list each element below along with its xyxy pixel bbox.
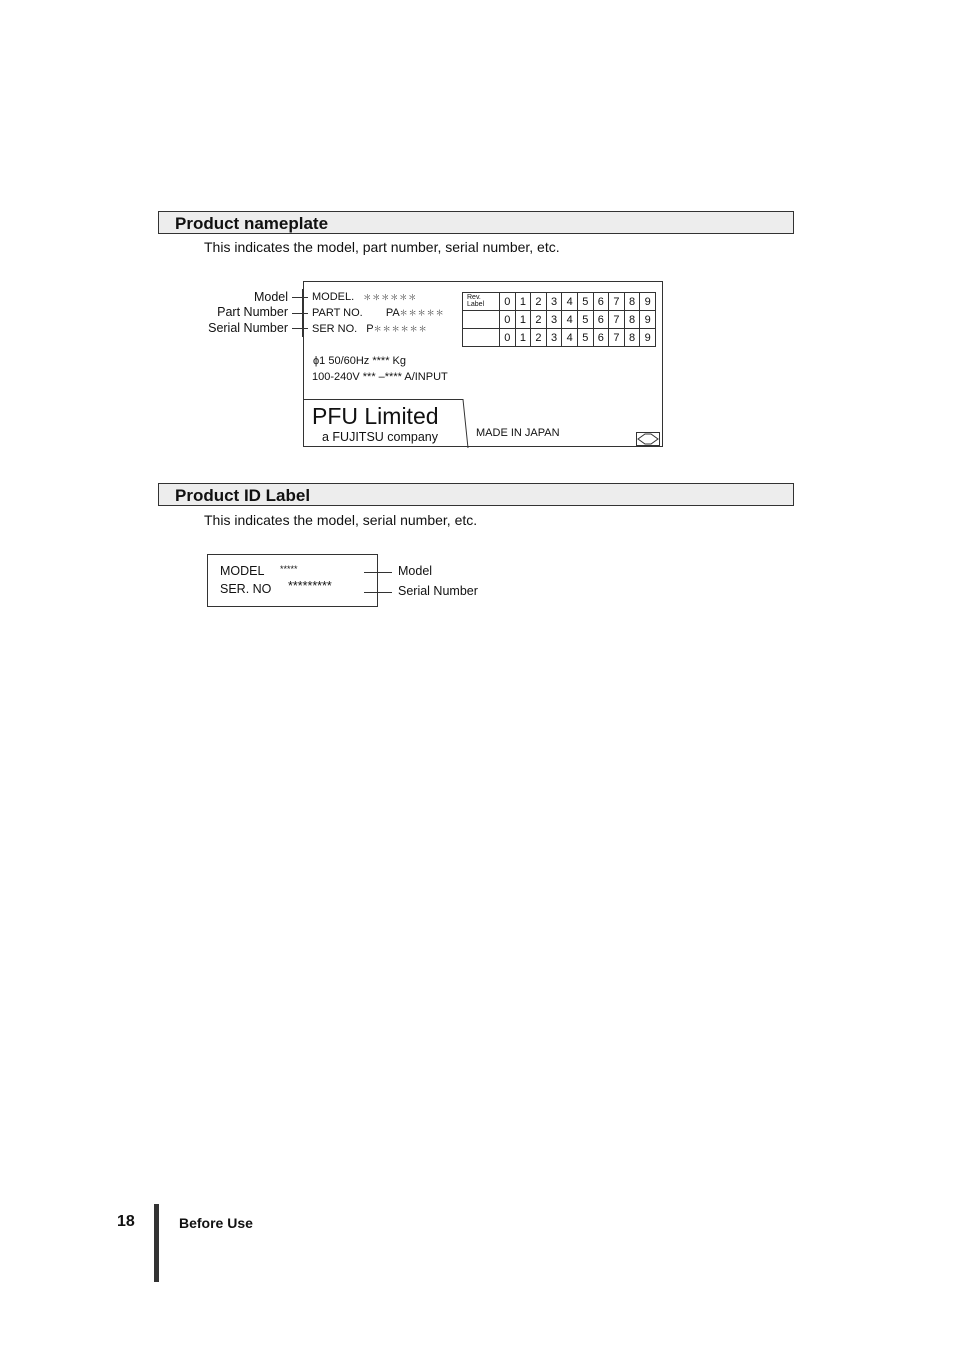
plate-serial-value: ＊＊＊＊＊＊ [373, 324, 428, 334]
plate-part-value: ＊＊＊＊＊ [399, 308, 445, 318]
origin-text: MADE IN JAPAN [476, 427, 560, 439]
rev-cell: 7 [609, 329, 625, 347]
callout-serial-number: Serial Number [398, 584, 478, 598]
nameplate [303, 281, 663, 447]
rev-cell: 6 [593, 293, 609, 311]
rev-cell: 0 [500, 311, 516, 329]
rev-cell: 5 [577, 311, 593, 329]
rev-cell: 1 [515, 311, 531, 329]
plate-model-label: MODEL. [312, 291, 355, 303]
callout-model: Model [398, 564, 433, 578]
rev-cell: 8 [624, 311, 640, 329]
company-subtitle: a FUJITSU company [322, 430, 439, 444]
id-model-value: ***** [280, 564, 298, 574]
callout-model: Model [253, 290, 288, 304]
rev-cell: 2 [531, 311, 547, 329]
plate-power-line: ϕ1 50/60Hz **** Kg [313, 355, 406, 367]
page-number: 18 [117, 1213, 135, 1230]
rev-cell: 9 [640, 311, 656, 329]
rev-cell: 9 [640, 293, 656, 311]
rev-empty-cell [463, 329, 500, 347]
plate-part-row [312, 307, 445, 319]
section-description: This indicates the model, part number, serial number, etc. [204, 239, 560, 255]
section-title: Product nameplate [175, 214, 329, 233]
rev-label-cell: Rev. Label [463, 293, 500, 311]
product-id-label [207, 554, 378, 607]
rev-cell: 9 [640, 329, 656, 347]
section-header-id-label [158, 483, 794, 506]
plate-model-value: ＊＊＊＊＊＊ [363, 292, 418, 302]
rev-cell: 8 [624, 293, 640, 311]
id-serial-label: SER. NO [220, 582, 272, 596]
plate-part-label: PART NO. [312, 307, 363, 319]
rev-cell: 8 [624, 329, 640, 347]
rev-cell: 4 [562, 293, 578, 311]
footer-divider [154, 1204, 159, 1282]
rev-cell: 2 [531, 293, 547, 311]
rev-empty-cell [463, 311, 500, 329]
rev-cell: 1 [515, 329, 531, 347]
rev-cell: 1 [515, 293, 531, 311]
callout-part-number: Part Number [217, 305, 288, 319]
id-serial-value: ********* [288, 579, 332, 593]
rev-cell: 6 [593, 329, 609, 347]
section-description: This indicates the model, serial number, etc. [204, 512, 478, 528]
certification-mark-icon [636, 432, 660, 446]
rev-cell: 3 [546, 329, 562, 347]
rev-cell: 4 [562, 311, 578, 329]
rev-cell: 7 [609, 293, 625, 311]
callout-serial-number: Serial Number [208, 321, 288, 335]
plate-model-row [312, 291, 417, 303]
plate-part-prefix: PA [385, 307, 400, 319]
rev-cell: 5 [577, 329, 593, 347]
rev-cell: 2 [531, 329, 547, 347]
rev-cell: 5 [577, 293, 593, 311]
plate-serial-row [312, 323, 428, 335]
rev-cell: 3 [546, 311, 562, 329]
rev-cell: 0 [500, 293, 516, 311]
chapter-title: Before Use [179, 1215, 253, 1231]
rev-cell: 0 [500, 329, 516, 347]
rev-cell: 3 [546, 293, 562, 311]
leader-line [364, 572, 392, 573]
plate-voltage-line: 100-240V *** –**** A/INPUT [312, 371, 448, 383]
section-header-nameplate [158, 211, 794, 234]
section-title: Product ID Label [175, 486, 311, 505]
rev-cell: 6 [593, 311, 609, 329]
company-name: PFU Limited [312, 403, 439, 429]
rev-label-table [462, 292, 656, 347]
leader-line [364, 592, 392, 593]
plate-serial-label: SER NO. [312, 323, 358, 335]
plate-serial-prefix: P [366, 323, 374, 335]
rev-cell: 4 [562, 329, 578, 347]
rev-cell: 7 [609, 311, 625, 329]
id-model-label: MODEL [220, 564, 265, 578]
